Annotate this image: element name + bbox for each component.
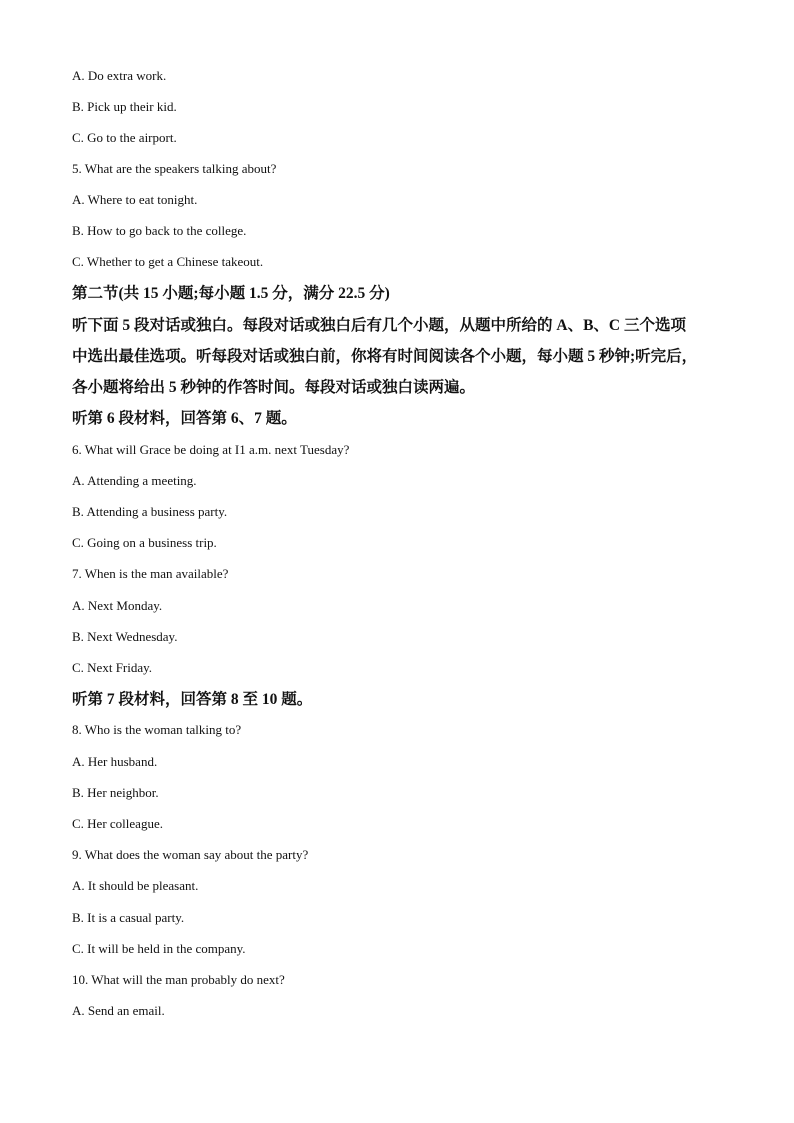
option-line: C. It will be held in the company. bbox=[72, 941, 246, 956]
option-line: A. Attending a meeting. bbox=[72, 473, 197, 488]
question-line: 5. What are the speakers talking about? bbox=[72, 161, 277, 176]
question-line: 9. What does the woman say about the party? bbox=[72, 847, 309, 862]
option-line: A. Next Monday. bbox=[72, 598, 163, 613]
instruction-line: 各小题将给出 5 秒钟的作答时间。每段对话或独白读两遍。 bbox=[72, 379, 476, 396]
option-line: B. Attending a business party. bbox=[72, 504, 228, 519]
question-line: 6. What will Grace be doing at I1 a.m. next Tuesday? bbox=[72, 442, 350, 457]
option-line: B. It is a casual party. bbox=[72, 910, 185, 925]
section-heading: 第二节(共 15 小题;每小题 1.5 分，满分 22.5 分) bbox=[72, 285, 390, 302]
question-line: 10. What will the man probably do next? bbox=[72, 972, 285, 987]
option-line: A. Send an email. bbox=[72, 1003, 165, 1018]
option-line: B. How to go back to the college. bbox=[72, 223, 247, 238]
option-line: C. Whether to get a Chinese takeout. bbox=[72, 254, 264, 269]
material-heading: 听第 6 段材料，回答第 6、7 题。 bbox=[72, 410, 297, 427]
option-line: B. Pick up their kid. bbox=[72, 99, 177, 114]
option-line: A. Do extra work. bbox=[72, 68, 167, 83]
option-line: A. Where to eat tonight. bbox=[72, 192, 198, 207]
option-line: A. It should be pleasant. bbox=[72, 878, 199, 893]
option-line: B. Next Wednesday. bbox=[72, 629, 178, 644]
question-line: 8. Who is the woman talking to? bbox=[72, 722, 242, 737]
option-line: C. Going on a business trip. bbox=[72, 535, 217, 550]
material-heading: 听第 7 段材料，回答第 8 至 10 题。 bbox=[72, 691, 313, 708]
option-line: C. Next Friday. bbox=[72, 660, 153, 675]
instruction-line: 听下面 5 段对话或独白。每段对话或独白后有几个小题，从题中所给的 A、B、C 三个选项 bbox=[72, 317, 686, 334]
instruction-line: 中选出最佳选项。听每段对话或独白前，你将有时间阅读各个小题，每小题 5 秒钟;听完后， bbox=[72, 348, 698, 365]
option-line: C. Go to the airport. bbox=[72, 130, 177, 145]
option-line: A. Her husband. bbox=[72, 754, 158, 769]
option-line: B. Her neighbor. bbox=[72, 785, 159, 800]
option-line: C. Her colleague. bbox=[72, 816, 163, 831]
question-line: 7. When is the man available? bbox=[72, 566, 229, 581]
